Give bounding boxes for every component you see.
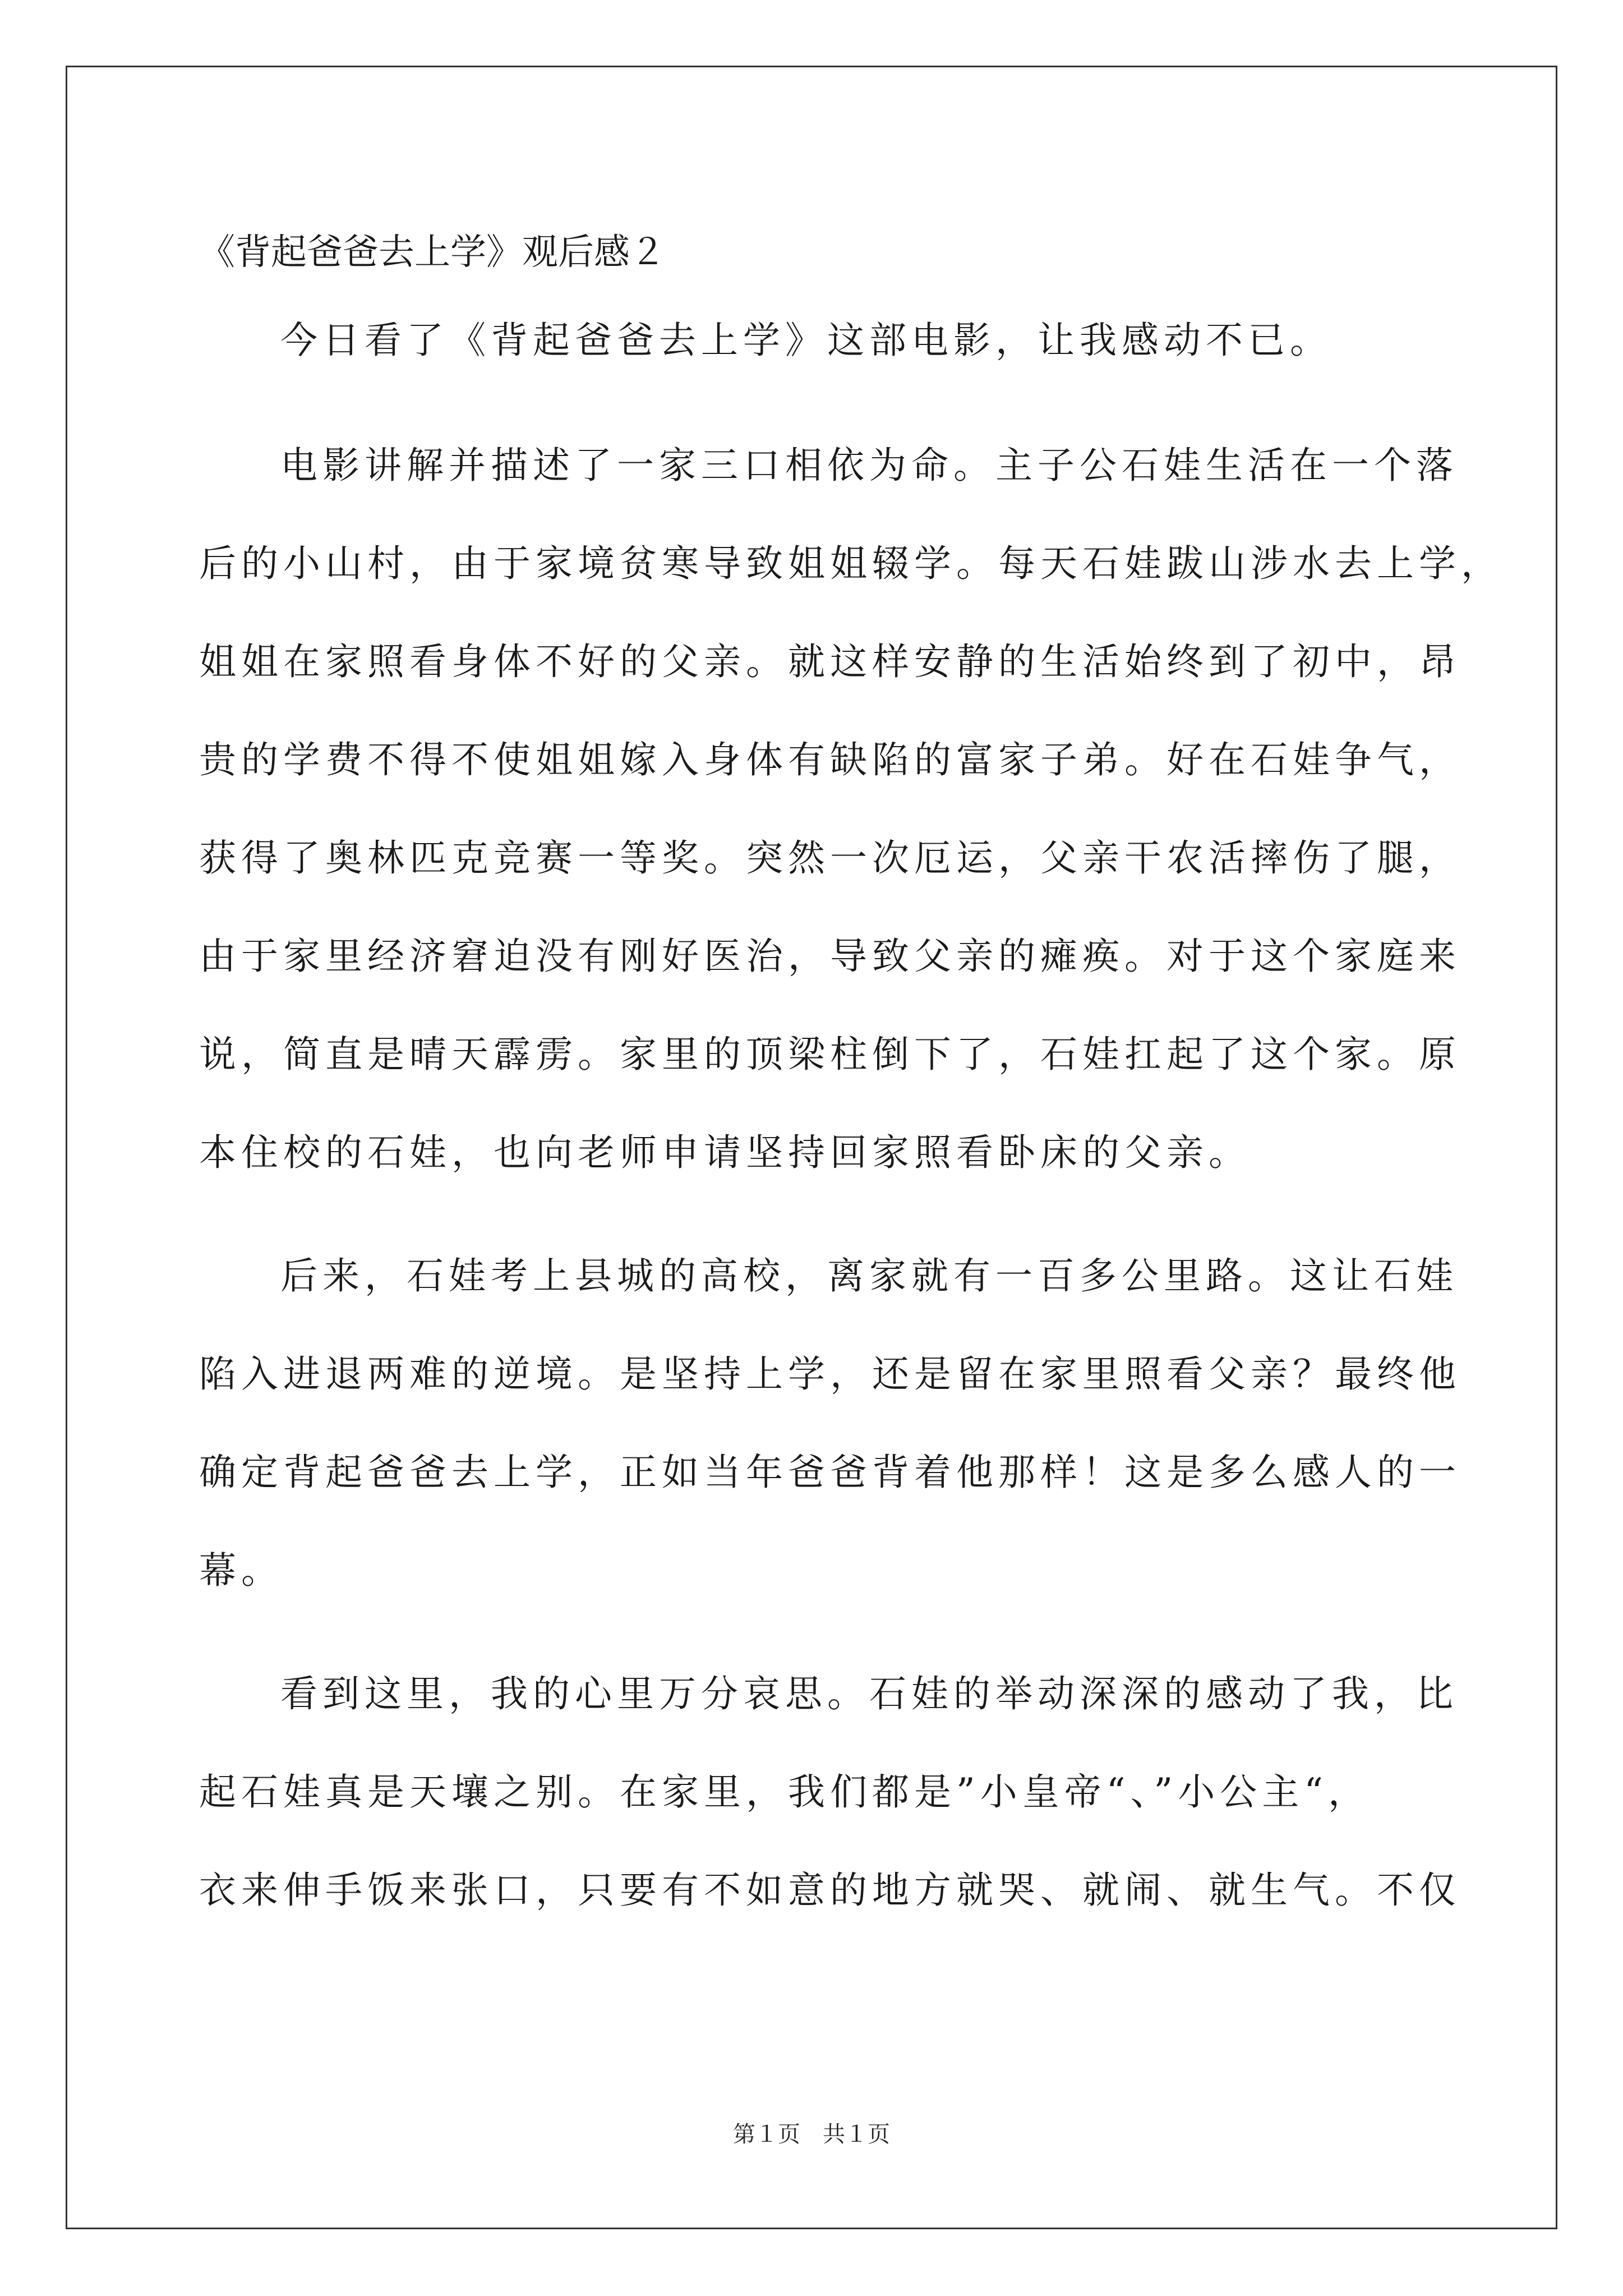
text-line: 衣来伸手饭来张口，只要有不如意的地方就哭、就闹、就生气。不仅 — [199, 1869, 1461, 1912]
text-line: 今日看了《背起爸爸去上学》这部电影，让我感动不已。 — [280, 319, 1332, 362]
text-line: 陷入进退两难的逆境。是坚持上学，还是留在家里照看父亲？最终他 — [199, 1352, 1461, 1396]
text-line: 后来，石娃考上县城的高校，离家就有一百多公里路。这让石娃 — [280, 1254, 1458, 1297]
text-line: 幕。 — [199, 1549, 283, 1592]
text-line: 姐姐在家照看身体不好的父亲。就这样安静的生活始终到了初中，昂 — [199, 640, 1461, 683]
text-line: 本住校的石娃，也向老师申请坚持回家照看卧床的父亲。 — [199, 1131, 1251, 1174]
document-title: 《背起爸爸去上学》观后感２ — [199, 232, 666, 273]
text-line: 由于家里经济窘迫没有刚好医治，导致父亲的瘫痪。对于这个家庭来 — [199, 935, 1461, 978]
text-line: 后的小山村，由于家境贫寒导致姐姐辍学。每天石娃跋山涉水去上学， — [199, 542, 1503, 585]
text-line: 说，简直是晴天霹雳。家里的顶梁柱倒下了，石娃扛起了这个家。原 — [199, 1033, 1461, 1076]
text-line: 获得了奥林匹克竞赛一等奖。突然一次厄运，父亲干农活摔伤了腿， — [199, 836, 1461, 880]
text-line: 看到这里，我的心里万分哀思。石娃的举动深深的感动了我，比 — [280, 1672, 1458, 1715]
text-line: 电影讲解并描述了一家三口相依为命。主子公石娃生活在一个落 — [280, 444, 1458, 487]
text-line: 确定背起爸爸去上学，正如当年爸爸背着他那样！这是多么感人的一 — [199, 1451, 1461, 1494]
text-line: 起石娃真是天壤之别。在家里，我们都是”小皇帝“、”小公主“， — [199, 1770, 1370, 1814]
text-line: 贵的学费不得不使姐姐嫁入身体有缺陷的富家子弟。好在石娃争气， — [199, 738, 1461, 781]
page-number: 第１页 共１页 — [733, 2122, 890, 2147]
